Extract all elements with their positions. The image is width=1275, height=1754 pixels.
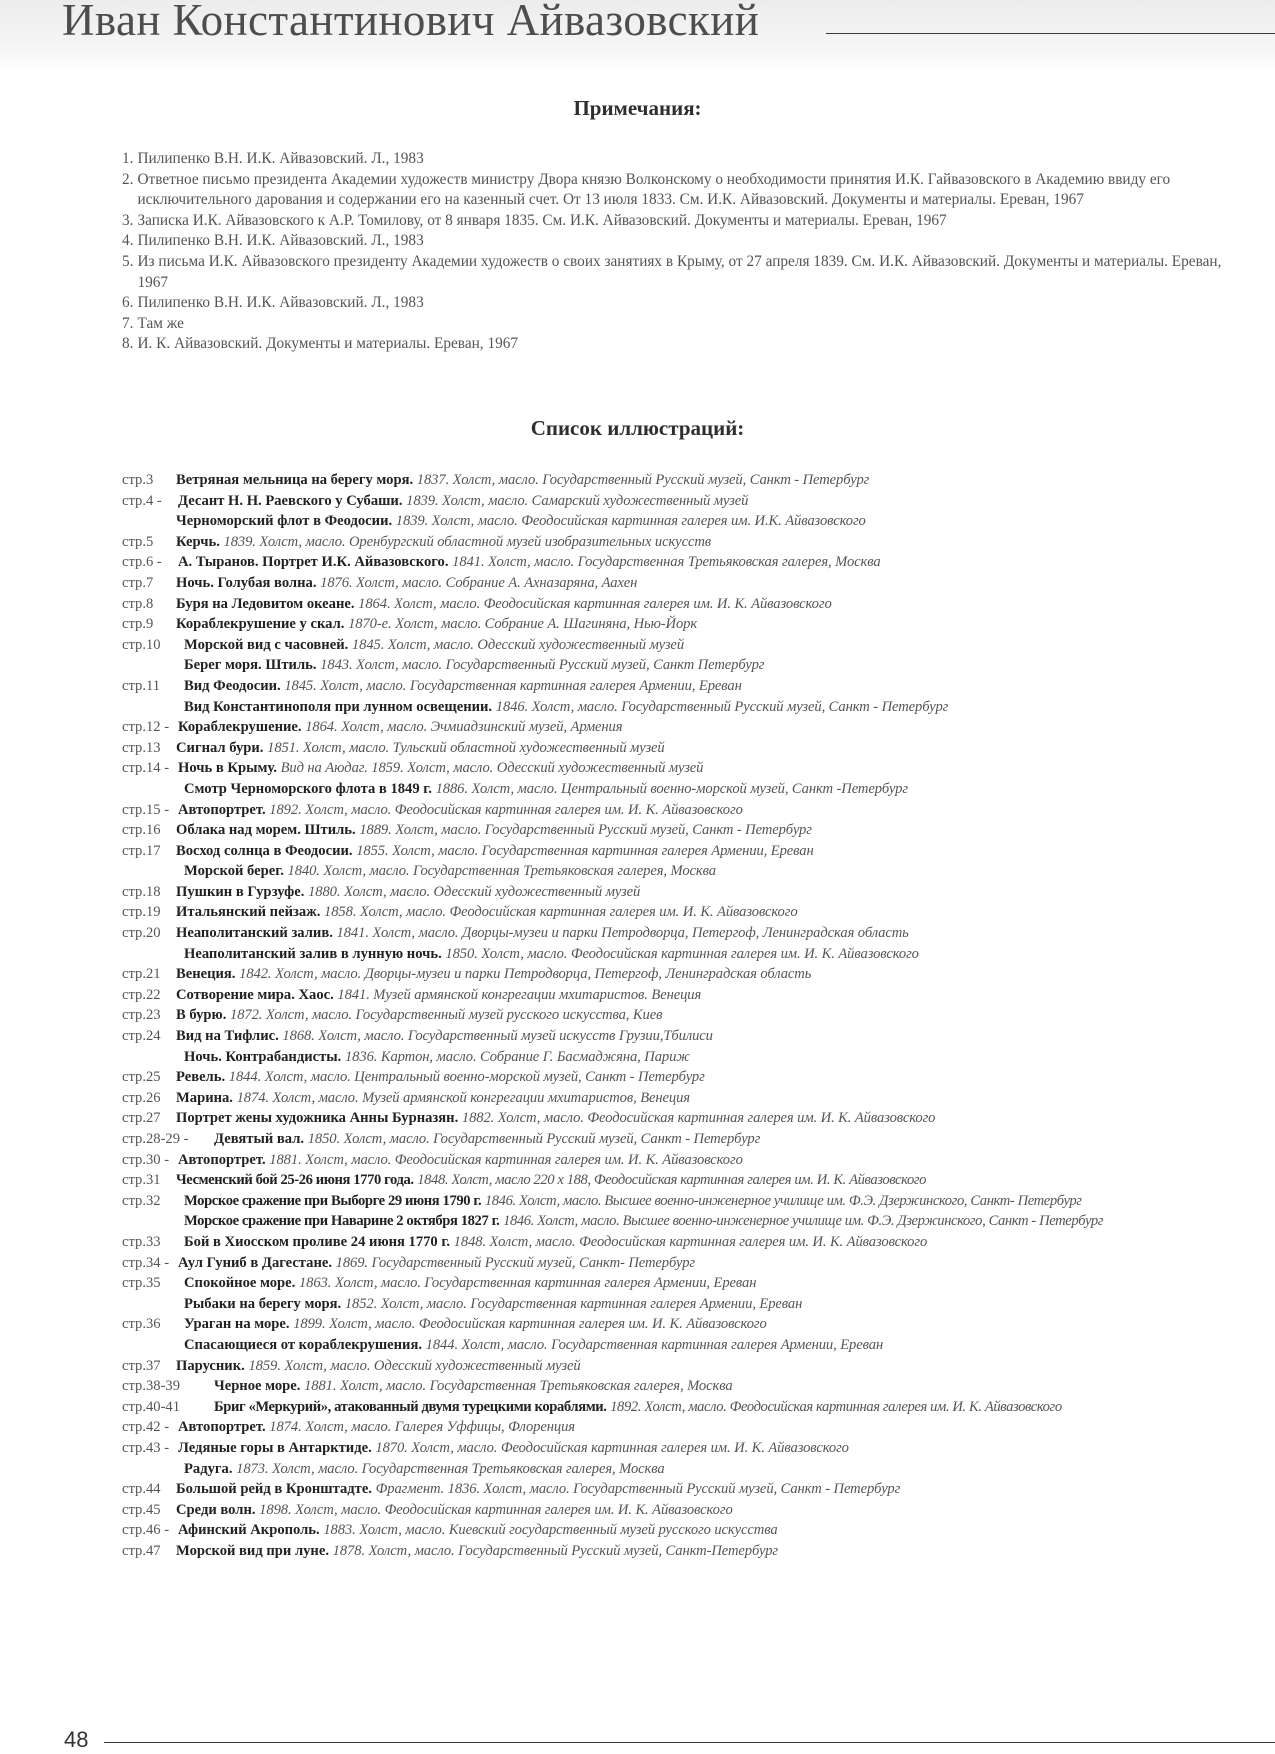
painting-details: 1881. Холст, масло. Феодосийская картинная галерея им. И. К. Айвазовского — [269, 1151, 743, 1168]
note-item — [122, 231, 1242, 252]
note-text: Пилипенко В.Н. И.К. Айвазовский. Л., 1983 — [137, 294, 424, 312]
illustration-item — [122, 1520, 1262, 1541]
note-item — [122, 252, 1242, 293]
illustration-page: стр.45 — [122, 1501, 161, 1518]
note-text: Там же — [137, 314, 184, 332]
painting-title: Смотр Черноморского флота в 1849 г. — [184, 780, 432, 797]
illustration-item — [122, 532, 1262, 553]
painting-details: 1844. Холст, масло. Государственная картинная галерея Армении, Ереван — [425, 1336, 884, 1353]
illustration-item — [122, 1129, 1262, 1150]
illustration-entry — [214, 1397, 1062, 1418]
illustration-page: стр.7 — [122, 574, 154, 591]
painting-title: Вид на Тифлис. — [176, 1028, 279, 1045]
illustration-entry — [176, 1479, 900, 1500]
painting-title: Морской вид с часовней. — [184, 636, 349, 653]
illustration-item — [122, 1232, 1262, 1253]
painting-details: 1850. Холст, масло. Государственный Русский музей, Санкт - Петербург — [307, 1131, 761, 1147]
illustration-entry — [176, 1170, 926, 1191]
illustration-item — [122, 1459, 1262, 1480]
painting-title: Марина. — [176, 1089, 233, 1106]
painting-details: 1855. Холст, масло. Государственная картинная галерея Армении, Ереван — [356, 842, 814, 859]
illustration-page: стр.16 — [122, 822, 161, 839]
illustration-page: стр.25 — [122, 1069, 161, 1086]
illustrations-heading: Список иллюстраций: — [530, 416, 745, 440]
illustration-entry — [176, 594, 832, 615]
painting-title: В бурю. — [176, 1007, 227, 1024]
illustration-item — [122, 964, 1262, 985]
note-number: 8. — [122, 335, 134, 353]
illustration-item — [122, 1108, 1262, 1129]
painting-title: Ревель. — [176, 1069, 226, 1086]
illustration-entry — [214, 1376, 733, 1397]
painting-title: Автопортрет. — [178, 1419, 266, 1436]
illustration-entry — [184, 861, 716, 882]
illustration-entry — [176, 964, 811, 985]
painting-details: 1882. Холст, масло. Феодосийская картинная галерея им. И. К. Айвазовского — [461, 1110, 936, 1127]
illustration-item — [122, 697, 1262, 718]
illustration-entry — [214, 1129, 760, 1150]
illustration-page: стр.30 - — [122, 1151, 170, 1168]
page-number: 48 — [64, 1727, 89, 1752]
illustration-entry — [184, 1047, 690, 1068]
painting-title: Ночь. Контрабандисты. — [184, 1048, 342, 1065]
painting-title: Парусник. — [176, 1357, 245, 1374]
illustration-item — [122, 491, 1262, 512]
notes-heading: Примечания: — [573, 96, 702, 120]
illustration-item — [122, 841, 1262, 862]
illustration-page: стр.47 — [122, 1542, 161, 1559]
note-number: 7. — [122, 314, 134, 332]
painting-title: Ураган на море. — [184, 1316, 290, 1333]
illustration-page: стр.11 — [122, 677, 161, 694]
illustration-page: стр.8 — [122, 595, 154, 612]
painting-details: 1864. Холст, масло. Феодосийская картинная галерея им. И. К. Айвазовского — [358, 595, 832, 612]
illustration-entry — [176, 923, 909, 944]
illustration-item — [122, 1005, 1262, 1026]
note-item — [122, 334, 1242, 355]
illustration-entry — [176, 1026, 713, 1047]
illustration-page: стр.44 — [122, 1481, 161, 1498]
painting-title: Ночь в Крыму. — [178, 760, 277, 777]
illustration-entry — [176, 738, 665, 759]
illustration-item — [122, 902, 1262, 923]
illustration-item — [122, 635, 1262, 656]
note-text: И. К. Айвазовский. Документы и материалы. Ереван, 1967 — [137, 335, 519, 353]
illustration-page: стр.40-41 — [122, 1398, 181, 1415]
illustration-page: стр.38-39 — [122, 1378, 181, 1395]
note-text: Пилипенко В.Н. И.К. Айвазовский. Л., 1983 — [137, 232, 424, 250]
painting-details: 1899. Холст, масло. Феодосийская картинная галерея им. И. К. Айвазовского — [293, 1316, 767, 1333]
illustration-entry — [184, 1191, 1082, 1212]
illustration-item — [122, 676, 1262, 697]
illustration-item — [122, 738, 1262, 759]
illustration-entry — [176, 1005, 662, 1026]
illustration-entry — [184, 697, 948, 718]
painting-title: Берег моря. Штиль. — [184, 657, 317, 674]
illustration-page: стр.27 — [122, 1110, 161, 1127]
illustration-entry — [176, 1088, 690, 1109]
painting-details: 1846. Холст, масло. Высшее военно-инженерное училище им. Ф.Э. Дзержинского, Санкт- Петербург — [484, 1192, 1082, 1209]
painting-title: Неаполитанский залив в лунную ночь. — [184, 945, 442, 962]
illustration-entry — [178, 552, 881, 573]
illustration-item — [122, 552, 1262, 573]
note-item — [122, 170, 1242, 211]
painting-title: Морское сражение при Наварине 2 октября 1827 г. — [184, 1213, 500, 1230]
illustration-item — [122, 1479, 1262, 1500]
illustration-item — [122, 779, 1262, 800]
illustration-page: стр.17 — [122, 842, 161, 859]
illustration-entry — [184, 1459, 665, 1480]
painting-title: Бриг «Меркурий», атакованный двумя турецкими кораблями. — [214, 1398, 607, 1415]
painting-details: 1848. Холст, масло. Феодосийская картинная галерея им. И. К. Айвазовского — [453, 1233, 928, 1250]
illustration-item — [122, 1191, 1262, 1212]
illustration-page: стр.37 — [122, 1357, 161, 1374]
painting-title: Облака над морем. Штиль. — [176, 822, 356, 839]
painting-title: Неаполитанский залив. — [176, 925, 333, 942]
illustration-item — [122, 944, 1262, 965]
illustration-page: стр.26 — [122, 1089, 161, 1106]
illustration-entry — [184, 779, 908, 800]
note-text: Пилипенко В.Н. И.К. Айвазовский. Л., 1983 — [137, 150, 424, 167]
painting-title: Пушкин в Гурзуфе. — [176, 883, 305, 900]
painting-details: 1839. Холст, масло. Оренбургский областной музей изобразительных искусств — [223, 533, 711, 550]
illustration-item — [122, 717, 1262, 738]
illustration-item — [122, 1253, 1262, 1274]
illustration-entry — [178, 1520, 778, 1541]
illustration-page: стр.32 — [122, 1192, 161, 1209]
note-number: 2. — [122, 170, 134, 188]
illustration-entry — [176, 820, 812, 841]
illustration-entry — [178, 1417, 575, 1438]
painting-title: А. Тыранов. Портрет И.К. Айвазовского. — [178, 554, 449, 571]
illustration-item — [122, 923, 1262, 944]
illustration-page: стр.33 — [122, 1233, 161, 1250]
painting-title: Морской берег. — [184, 863, 284, 880]
illustration-entry — [184, 635, 684, 656]
illustration-item — [122, 820, 1262, 841]
illustration-page: стр.6 - — [122, 554, 162, 571]
illustration-entry — [184, 655, 764, 676]
illustration-item — [122, 758, 1262, 779]
illustration-entry — [176, 532, 711, 553]
illustration-item — [122, 1047, 1262, 1068]
painting-details: 1842. Холст, масло. Дворцы-музеи и парки Петродворца, Петергоф, Ленинградская область — [239, 966, 812, 983]
painting-title: Черноморский флот в Феодосии. — [176, 513, 393, 530]
illustration-page: стр.13 — [122, 739, 161, 756]
illustration-item — [122, 1067, 1262, 1088]
illustration-entry — [178, 717, 622, 738]
illustration-item — [122, 1170, 1262, 1191]
illustration-entry — [176, 985, 701, 1006]
illustration-item — [122, 1500, 1262, 1521]
note-item — [122, 211, 1242, 232]
painting-details: 1898. Холст, масло. Феодосийская картинная галерея им. И. К. Айвазовского — [259, 1501, 733, 1518]
painting-title: Рыбаки на берегу моря. — [184, 1295, 342, 1312]
illustration-item — [122, 1026, 1262, 1047]
note-item — [122, 149, 1242, 170]
painting-title: Спасающиеся от кораблекрушения. — [184, 1336, 422, 1353]
painting-details: 1836. Картон, масло. Собрание Г. Басмаджяна, Париж — [344, 1048, 690, 1065]
painting-title: Автопортрет. — [178, 1151, 266, 1168]
painting-details: 1886. Холст, масло. Центральный военно-морской музей, Санкт -Петербург — [435, 780, 908, 797]
note-number: 4. — [122, 232, 134, 250]
illustration-entry — [184, 1211, 1103, 1232]
illustration-page: стр.31 — [122, 1172, 161, 1189]
illustration-item — [122, 861, 1262, 882]
illustration-item — [122, 470, 1262, 491]
painting-title: Керчь. — [176, 533, 220, 550]
painting-details: 1844. Холст, масло. Центральный военно-морской музей, Санкт - Петербург — [228, 1069, 705, 1086]
painting-details: 1837. Холст, масло. Государственный Русский музей, Санкт - Петербург — [416, 472, 870, 488]
painting-details: Вид на Аюдаг. 1859. Холст, масло. Одесский художественный музей — [280, 760, 704, 777]
painting-title: Вид Константинополя при лунном освещении. — [184, 698, 493, 715]
note-number: 6. — [122, 294, 134, 312]
illustration-page: стр.24 — [122, 1028, 161, 1045]
header-rule — [826, 33, 1275, 34]
illustration-page: стр.36 — [122, 1316, 161, 1333]
illustration-item — [122, 985, 1262, 1006]
illustration-page: стр.14 - — [122, 760, 170, 777]
painting-title: Бой в Хиосском проливе 24 июня 1770 г. — [184, 1233, 451, 1250]
illustration-page: стр.18 — [122, 883, 161, 900]
painting-title: Морское сражение при Выборге 29 июня 1790 г. — [184, 1192, 482, 1209]
illustration-entry — [178, 1438, 849, 1459]
painting-details: 1876. Холст, масло. Собрание А. Ахназаряна, Аахен — [320, 574, 638, 591]
illustration-entry — [184, 1314, 767, 1335]
notes-list — [122, 149, 1242, 355]
painting-title: Венеция. — [176, 966, 236, 983]
painting-details: 1892. Холст, масло. Феодосийская картинная галерея им. И. К. Айвазовского — [269, 801, 743, 818]
illustration-page: стр.9 — [122, 616, 154, 633]
painting-title: Большой рейд в Кронштадте. — [176, 1481, 372, 1498]
illustration-entry — [176, 841, 814, 862]
illustration-item — [122, 573, 1262, 594]
illustration-page: стр.12 - — [122, 719, 170, 736]
illustration-entry — [176, 1500, 733, 1521]
illustration-item — [122, 1150, 1262, 1171]
illustration-page: стр.19 — [122, 904, 161, 921]
painting-title: Ветряная мельница на берегу моря. — [176, 472, 414, 488]
illustration-page: стр.21 — [122, 966, 161, 983]
painting-title: Спокойное море. — [184, 1275, 296, 1292]
painting-details: 1846. Холст, масло. Государственный Русский музей, Санкт - Петербург — [495, 698, 949, 715]
note-text: Ответное письмо президента Академии художеств министру Двора князю Волконскому о необходимости принятия И.К. Гайвазовского в Академию ввиду его исключительного дарования и содержании его на казенный счет. От 13 июля 1833. См. И.К. Айвазовский. Документы и материалы. Ереван, 1967 — [137, 170, 1171, 209]
illustrations-list — [122, 470, 1262, 1561]
illustration-entry — [176, 1541, 778, 1562]
painting-details: 1850. Холст, масло. Феодосийская картинная галерея им. И. К. Айвазовского — [445, 945, 919, 962]
illustration-page: стр.20 — [122, 925, 161, 942]
painting-details: 1841. Музей армянской конгрегации мхитаристов. Венеция — [337, 986, 702, 1003]
painting-details: 1872. Холст, масло. Государственный музей русского искусства, Киев — [230, 1007, 663, 1024]
painting-details: 1841. Холст, масло. Дворцы-музеи и парки Петродворца, Петергоф, Ленинградская область — [336, 925, 909, 942]
painting-details: 1874. Холст, масло. Музей армянской конгрегации мхитаристов, Венеция — [236, 1089, 690, 1106]
illustration-entry — [184, 1294, 802, 1315]
painting-details: 1845. Холст, масло. Одесский художественный музей — [351, 636, 685, 653]
painting-details: 1880. Холст, масло. Одесский художественный музей — [308, 883, 641, 900]
illustration-page: стр.46 - — [122, 1522, 170, 1539]
illustration-page: стр.15 - — [122, 801, 170, 818]
painting-title: Сотворение мира. Хаос. — [176, 986, 334, 1003]
illustration-item — [122, 1417, 1262, 1438]
illustration-page: стр.3 — [122, 472, 154, 488]
illustration-entry — [178, 758, 703, 779]
illustration-item — [122, 1438, 1262, 1459]
illustration-item — [122, 882, 1262, 903]
illustration-page: стр.34 - — [122, 1254, 170, 1271]
painting-details: 1883. Холст, масло. Киевский государственный музей русского искусства — [323, 1522, 778, 1539]
illustration-entry — [178, 800, 743, 821]
illustration-page: стр.22 — [122, 986, 161, 1003]
note-number: 5. — [122, 252, 134, 270]
illustration-item — [122, 1314, 1262, 1335]
painting-title: Ночь. Голубая волна. — [176, 574, 317, 591]
illustration-entry — [176, 902, 798, 923]
footer-rule — [104, 1742, 1275, 1743]
painting-details: 1863. Холст, масло. Государственная картинная галерея Армении, Ереван — [298, 1275, 757, 1292]
painting-details: 1870-е. Холст, масло. Собрание А. Шагиняна, Нью-Йорк — [348, 616, 698, 633]
painting-details: 1869. Государственный Русский музей, Санкт- Петербург — [335, 1254, 695, 1271]
painting-title: Восход солнца в Феодосии. — [176, 842, 353, 859]
painting-title: Черное море. — [214, 1378, 301, 1395]
painting-details: 1870. Холст, масло. Феодосийская картинная галерея им. И. К. Айвазовского — [375, 1439, 849, 1456]
painting-title: Вид Феодосии. — [184, 677, 281, 694]
illustration-page: стр.5 — [122, 533, 154, 550]
illustration-entry — [176, 1108, 935, 1129]
illustration-item — [122, 1088, 1262, 1109]
illustration-page: стр.42 - — [122, 1419, 170, 1436]
illustration-entry — [184, 1335, 883, 1356]
illustration-page: стр.4 - — [122, 492, 162, 509]
illustration-item — [122, 655, 1262, 676]
illustration-item — [122, 1376, 1262, 1397]
illustration-item — [122, 1294, 1262, 1315]
illustration-entry — [184, 676, 742, 697]
painting-title: Автопортрет. — [178, 801, 266, 818]
illustration-entry — [176, 882, 640, 903]
illustration-item — [122, 594, 1262, 615]
illustration-entry — [176, 573, 637, 594]
illustration-item — [122, 1273, 1262, 1294]
note-item — [122, 314, 1242, 335]
note-number: 1. — [122, 150, 134, 167]
illustration-page: стр.43 - — [122, 1439, 170, 1456]
painting-title: Среди волн. — [176, 1501, 256, 1518]
painting-title: Кораблекрушение. — [178, 719, 302, 736]
painting-details: 1889. Холст, масло. Государственный Русский музей, Санкт - Петербург — [359, 822, 812, 839]
illustration-entry — [176, 470, 869, 491]
painting-title: Чесменский бой 25-26 июня 1770 года. — [176, 1172, 414, 1189]
illustration-item — [122, 511, 1262, 532]
illustration-item — [122, 1541, 1262, 1562]
painting-details: 1848. Холст, масло 220 х 188, Феодосийская картинная галерея им. И. К. Айвазовского — [417, 1172, 927, 1189]
book-title: Иван Константинович Айвазовский — [62, 0, 760, 45]
painting-details: 1843. Холст, масло. Государственный Русский музей, Санкт Петербург — [320, 657, 765, 674]
painting-details: 1841. Холст, масло. Государственная Третьяковская галерея, Москва — [452, 554, 881, 571]
painting-details: 1839. Холст, масло. Феодосийская картинная галерея им. И.К. Айвазовского — [395, 513, 866, 530]
painting-title: Ледяные горы в Антарктиде. — [178, 1439, 372, 1456]
note-item — [122, 293, 1242, 314]
painting-title: Радуга. — [184, 1460, 233, 1477]
illustration-page: стр.10 — [122, 636, 161, 653]
painting-details: 1892. Холст, масло. Феодосийская картинная галерея им. И. К. Айвазовского — [610, 1398, 1062, 1415]
illustration-entry — [176, 511, 866, 532]
painting-title: Кораблекрушение у скал. — [176, 616, 345, 633]
note-text: Из письма И.К. Айвазовского президенту Академии художеств о своих занятиях в Крыму, от 27 апреля 1839. См. И.К. Айвазовский. Документы и материалы. Ереван, 1967 — [137, 252, 1222, 291]
illustration-entry — [176, 1356, 581, 1377]
painting-title: Афинский Акрополь. — [178, 1522, 320, 1539]
painting-details: 1840. Холст, масло. Государственная Третьяковская галерея, Москва — [287, 863, 716, 880]
painting-title: Итальянский пейзаж. — [176, 904, 321, 921]
painting-details: 1846. Холст, масло. Высшее военно-инженерное училище им. Ф.Э. Дзержинского, Санкт - Петербург — [503, 1213, 1104, 1230]
painting-title: Девятый вал. — [214, 1131, 305, 1147]
painting-details: 1851. Холст, масло. Тульский областной художественный музей — [267, 739, 665, 756]
painting-details: 1852. Холст, масло. Государственная картинная галерея Армении, Ереван — [344, 1295, 803, 1312]
illustration-page: стр.28-29 - — [122, 1131, 189, 1147]
illustration-page: стр.23 — [122, 1007, 161, 1024]
painting-details: 1874. Холст, масло. Галерея Уффицы, Флоренция — [269, 1419, 575, 1436]
painting-details: 1881. Холст, масло. Государственная Третьяковская галерея, Москва — [304, 1378, 733, 1395]
painting-title: Аул Гуниб в Дагестане. — [178, 1254, 332, 1271]
painting-details: 1878. Холст, масло. Государственный Русский музей, Санкт-Петербург — [332, 1542, 779, 1559]
illustration-item — [122, 1397, 1262, 1418]
illustration-item — [122, 800, 1262, 821]
painting-title: Морской вид при луне. — [176, 1542, 329, 1559]
painting-title: Буря на Ледовитом океане. — [176, 595, 355, 612]
illustration-entry — [176, 1067, 705, 1088]
illustration-item — [122, 614, 1262, 635]
illustration-entry — [176, 614, 697, 635]
painting-details: Фрагмент. 1836. Холст, масло. Государственный Русский музей, Санкт - Петербург — [375, 1481, 901, 1498]
illustration-entry — [178, 1150, 743, 1171]
painting-title: Сигнал бури. — [176, 739, 264, 756]
painting-title: Портрет жены художника Анны Бурназян. — [176, 1110, 459, 1127]
painting-details: 1864. Холст, масло. Эчмиадзинский музей, Армения — [305, 719, 623, 736]
painting-title: Десант Н. Н. Раевского у Субаши. — [178, 492, 403, 509]
note-text: Записка И.К. Айвазовского к А.Р. Томилову, от 8 января 1835. См. И.К. Айвазовский. Документы и материалы. Ереван, 1967 — [137, 211, 947, 229]
illustration-item — [122, 1356, 1262, 1377]
illustration-entry — [184, 1273, 756, 1294]
illustration-entry — [178, 491, 748, 512]
note-number: 3. — [122, 211, 134, 229]
illustration-entry — [184, 1232, 927, 1253]
illustration-entry — [184, 944, 919, 965]
illustration-item — [122, 1211, 1262, 1232]
illustration-page: стр.35 — [122, 1275, 161, 1292]
painting-details: 1858. Холст, масло. Феодосийская картинная галерея им. И. К. Айвазовского — [324, 904, 798, 921]
painting-details: 1839. Холст, масло. Самарский художественный музей — [406, 492, 749, 509]
illustration-entry — [178, 1253, 695, 1274]
illustration-item — [122, 1335, 1262, 1356]
painting-details: 1868. Холст, масло. Государственный музей искусств Грузии,Тбилиси — [282, 1028, 713, 1045]
painting-details: 1859. Холст, масло. Одесский художественный музей — [248, 1357, 581, 1374]
painting-details: 1845. Холст, масло. Государственная картинная галерея Армении, Ереван — [284, 677, 742, 694]
painting-details: 1873. Холст, масло. Государственная Третьяковская галерея, Москва — [236, 1460, 665, 1477]
